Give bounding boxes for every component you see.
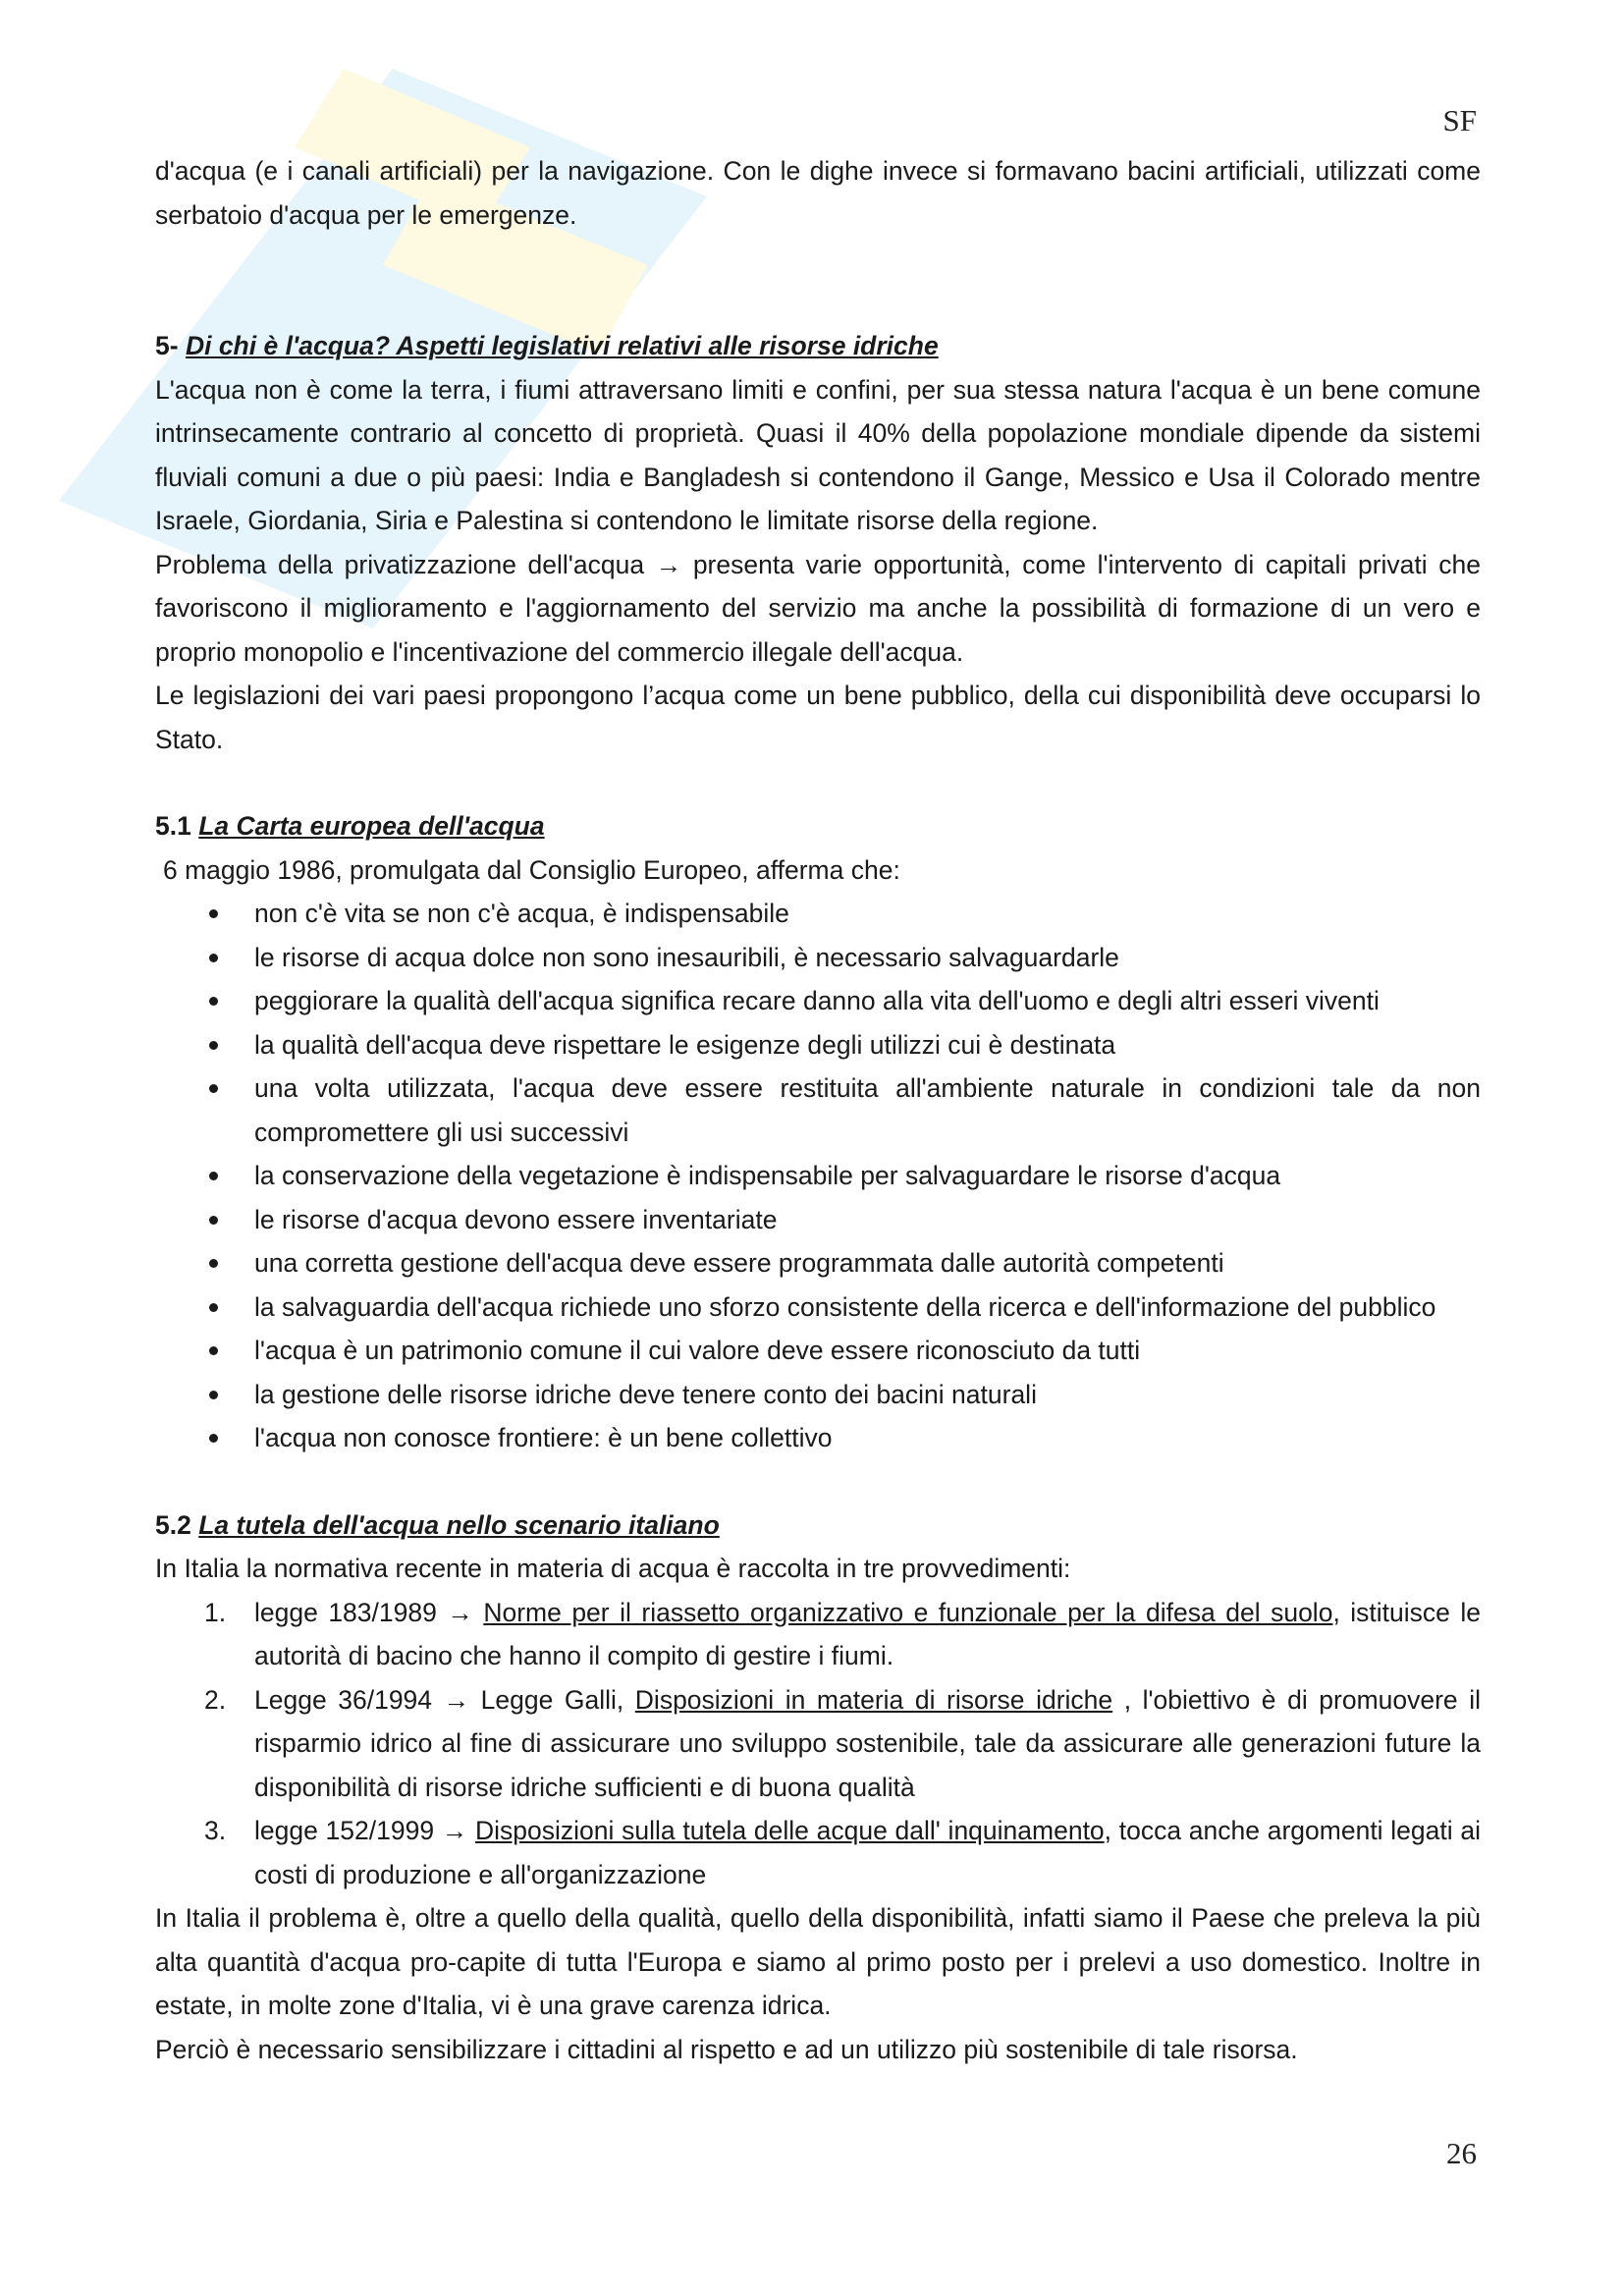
- law-item: [155, 1678, 1481, 1810]
- law-suffix: , tocca anche argomenti legati ai costi di produzione e all'organizzazione: [254, 1816, 1481, 1889]
- charter-list: [155, 892, 1481, 1460]
- intro-paragraph: d'acqua (e i canali artificiali) per la navigazione. Con le dighe invece si formavano bacini artificiali, utilizzati come serbatoio d'acqua per le emergenze.: [155, 156, 1481, 230]
- law-number: 1.: [204, 1597, 227, 1627]
- header-tag: SF: [1442, 103, 1477, 137]
- section-5-paragraph-3: Le legislazioni dei vari paesi propongono l’acqua come un bene pubblico, della cui disponibilità deve occuparsi lo Stato.: [155, 681, 1481, 754]
- law-prefix: Legge 36/1994 → Legge Galli,: [254, 1684, 635, 1715]
- section-5-2-intro: In Italia la normativa recente in materia di acqua è raccolta in tre provvedimenti:: [155, 1554, 1071, 1583]
- document-body: [155, 149, 1481, 2071]
- section-5-1-number: 5.1: [155, 811, 191, 841]
- list-item: non c'è vita se non c'è acqua, è indispensabile: [155, 892, 1481, 936]
- law-item: [155, 1809, 1481, 1896]
- law-prefix: legge 183/1989 →: [254, 1597, 484, 1627]
- list-item: una volta utilizzata, l'acqua deve essere restituita all'ambiente naturale in condizioni tale da non compromettere gli usi successivi: [155, 1066, 1481, 1154]
- section-5-paragraph-1: L'acqua non è come la terra, i fiumi attraversano limiti e confini, per sua stessa natura l'acqua è un bene comune intrinsecamente contrario al concetto di proprietà. Quasi il 40% della popolazione mondiale dipende da sistemi fluviali comuni a due o più paesi: India e Bangladesh si contendono il Gange, Messico e Usa il Colorado mentre Israele, Giordania, Siria e Palestina si contendono le limitate risorse della regione.: [155, 374, 1481, 535]
- section-5-2-title: La tutela dell'acqua nello scenario italiano: [198, 1509, 720, 1540]
- section-5-2-number: 5.2: [155, 1509, 191, 1540]
- list-item: le risorse di acqua dolce non sono inesauribili, è necessario salvaguardarle: [155, 936, 1481, 980]
- section-5-1-title: La Carta europea dell'acqua: [198, 811, 545, 841]
- section-5-number: 5-: [155, 331, 179, 360]
- law-number: 2.: [204, 1684, 227, 1715]
- list-item: la salvaguardia dell'acqua richiede uno sforzo consistente della ricerca e dell'informazione del pubblico: [155, 1285, 1481, 1330]
- list-item: la conservazione della vegetazione è indispensabile per salvaguardare le risorse d'acqua: [155, 1154, 1481, 1198]
- page-number: 26: [1446, 2136, 1477, 2170]
- law-suffix: , istituisce le autorità di bacino che hanno il compito di gestire i fiumi.: [254, 1597, 1482, 1670]
- law-title: Disposizioni sulla tutela delle acque dall' inquinamento: [475, 1816, 1105, 1845]
- list-item: le risorse d'acqua devono essere inventariate: [155, 1198, 1481, 1242]
- law-prefix: legge 152/1999 →: [254, 1816, 476, 1845]
- list-item: l'acqua non conosce frontiere: è un bene collettivo: [155, 1416, 1481, 1460]
- list-item: la gestione delle risorse idriche deve tenere conto dei bacini naturali: [155, 1373, 1481, 1417]
- section-5-2-heading: [155, 1503, 1481, 1548]
- section-5-title: Di chi è l'acqua? Aspetti legislativi relativi alle risorse idriche: [185, 331, 939, 360]
- laws-list: [155, 1591, 1481, 1897]
- list-item: la qualità dell'acqua deve rispettare le esigenze degli utilizzi cui è destinata: [155, 1023, 1481, 1067]
- list-item: una corretta gestione dell'acqua deve essere programmata dalle autorità competenti: [155, 1241, 1481, 1285]
- law-item: [155, 1591, 1481, 1678]
- law-title: Disposizioni in materia di risorse idriche: [634, 1684, 1113, 1715]
- list-item: l'acqua è un patrimonio comune il cui valore deve essere riconosciuto da tutti: [155, 1329, 1481, 1373]
- law-number: 3.: [204, 1816, 227, 1845]
- section-5-2-paragraph-1: In Italia il problema è, oltre a quello della qualità, quello della disponibilità, infatti siamo il Paese che preleva la più alta quantità d'acqua pro-capite di tutta l'Europa e siamo al primo posto per i prelevi a uso domestico. Inoltre in estate, in molte zone d'Italia, vi è una grave carenza idrica.: [155, 1903, 1481, 2020]
- section-5-1-heading: [155, 804, 1481, 848]
- law-title: Norme per il riassetto organizzativo e funzionale per la difesa del suolo: [483, 1597, 1333, 1627]
- law-suffix: , l'obiettivo è di promuovere il risparmio idrico al fine di assicurare uno sviluppo sostenibile, tale da assicurare alle generazioni future la disponibilità di risorse idriche sufficienti e di buona qualità: [254, 1684, 1481, 1802]
- section-5-2-paragraph-2: Perciò è necessario sensibilizzare i cittadini al rispetto e ad un utilizzo più sostenibile di tale risorsa.: [155, 2034, 1298, 2064]
- section-5-heading: [155, 324, 1481, 368]
- list-item: peggiorare la qualità dell'acqua significa recare danno alla vita dell'uomo e degli altri esseri viventi: [155, 979, 1481, 1023]
- section-5-1-intro: 6 maggio 1986, promulgata dal Consiglio Europeo, afferma che:: [163, 854, 900, 885]
- section-5-paragraph-2: Problema della privatizzazione dell'acqua → presenta varie opportunità, come l'intervento di capitali privati che favoriscono il miglioramento e l'aggiornamento del servizio ma anche la possibilità di formazione di un vero e proprio monopolio e l'incentivazione del commercio illegale dell'acqua.: [155, 549, 1481, 667]
